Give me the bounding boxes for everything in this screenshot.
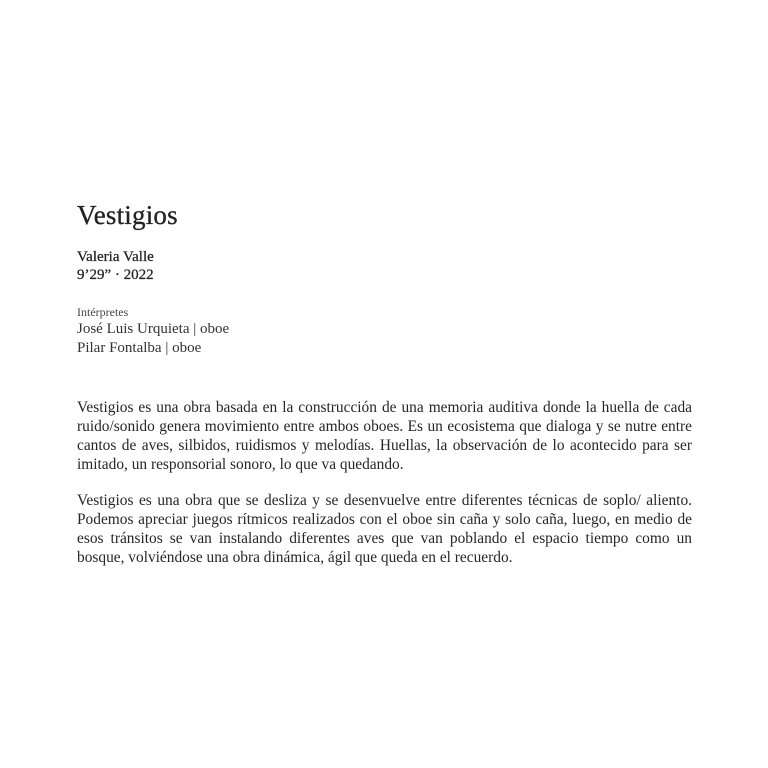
work-meta [77, 248, 154, 284]
duration-year: 9’29” · 2022 [77, 267, 154, 283]
performer-item: Pilar Fontalba | oboe [77, 340, 202, 356]
performers-label: Intérpretes [77, 305, 129, 319]
performer-item: José Luis Urquieta | oboe [77, 321, 230, 337]
description-paragraph: Vestigios es una obra que se desliza y se desenvuelve entre diferentes técnicas de soplo/ aliento. Podemos apreciar juegos rítmicos realizados con el oboe sin caña y solo caña, luego, en medio de esos tránsitos se van instalando diferentes aves que van poblando el espacio tiempo como un bosque, volviéndose una obra dinámica, ágil que queda en el recuerdo. [77, 492, 692, 566]
description-paragraph: Vestigios es una obra basada en la construcción de una memoria auditiva donde la huella de cada ruido/sonido genera movimiento entre ambos oboes. Es un ecosistema que dialoga y se nutre entre cantos de aves, silbidos, ruidismos y melodías. Huellas, la observación de lo acontecido para ser imitado, un responsorial sonoro, lo que va quedando. [77, 399, 692, 473]
composer-name: Valeria Valle [77, 249, 154, 265]
performers-section [77, 305, 229, 358]
work-title: Vestigios [77, 200, 178, 230]
